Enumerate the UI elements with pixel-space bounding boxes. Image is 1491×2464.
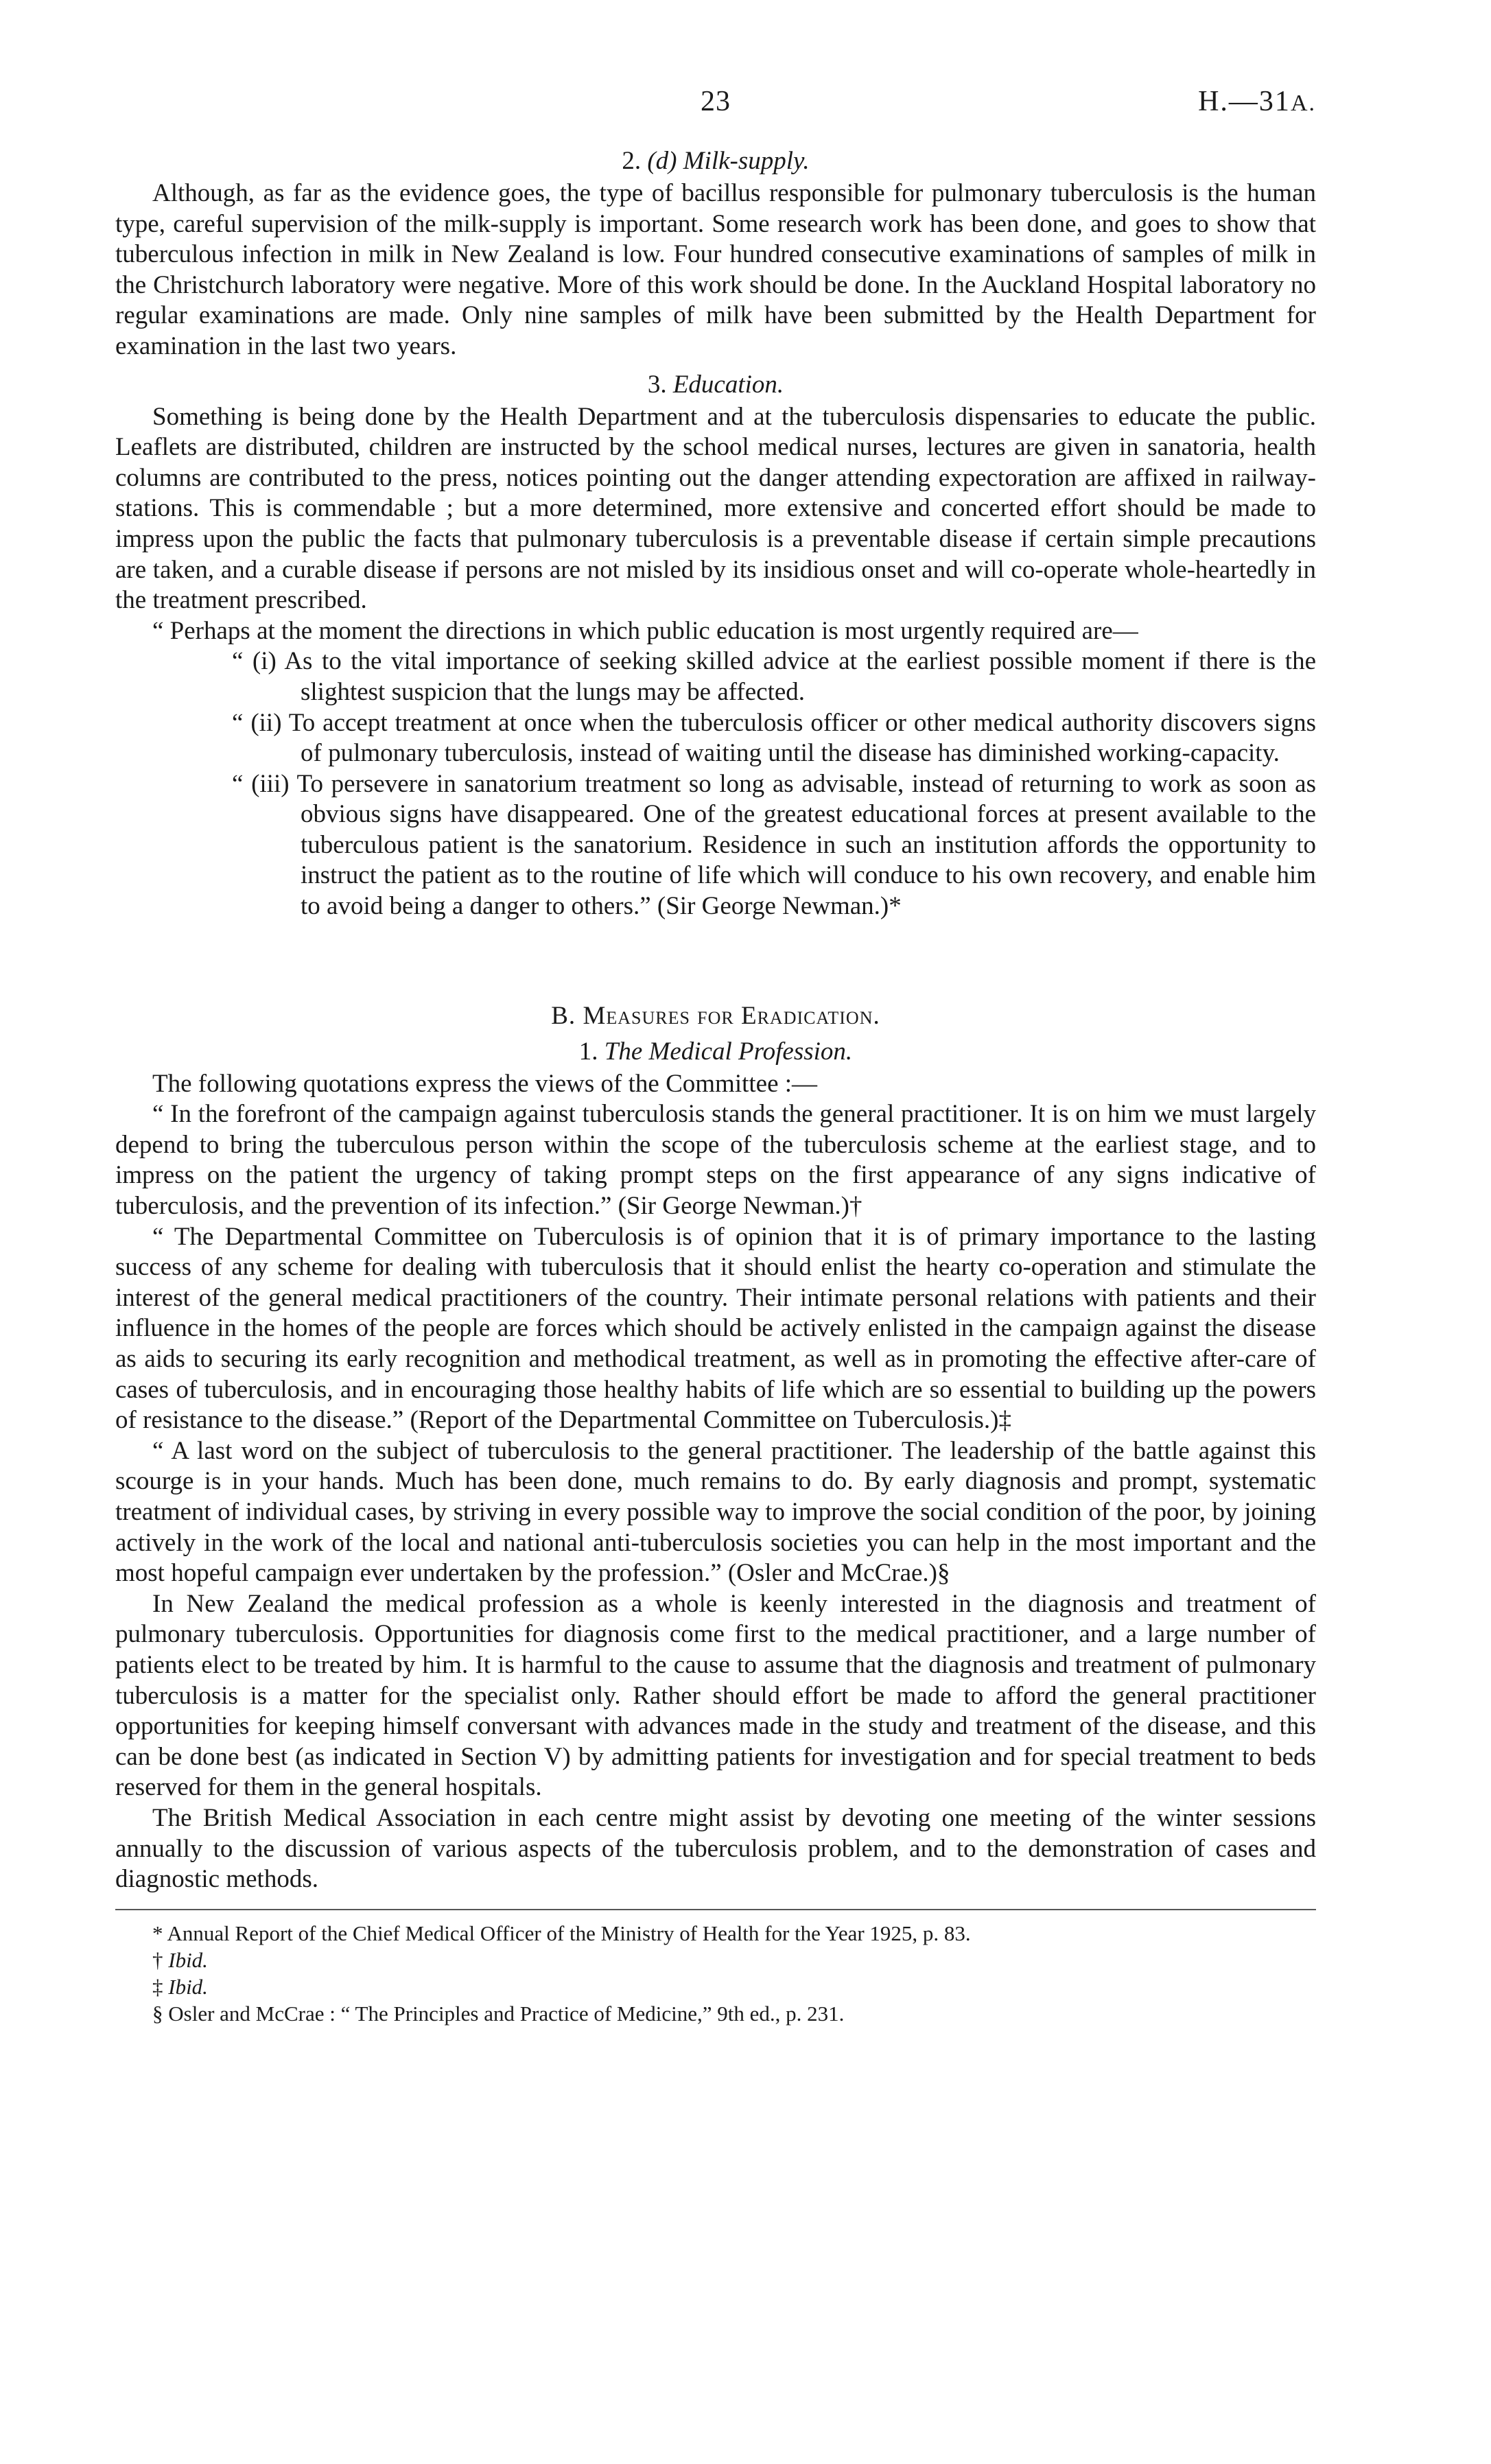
quote-item-ii: “ (ii) To accept treatment at once when the tuberculosis officer or other medical authority discovers signs of pulmonary tuberculosis, instead of waiting until the disease has diminished working-capacity. [232,708,1316,768]
milk-supply-heading [115,144,1316,178]
education-quote-intro: “ Perhaps at the moment the directions in which public education is most urgently required are— [152,616,1138,645]
footnote-4: § Osler and McCrae : “ The Principles and Practice of Medicine,” 9th ed., p. 231. [152,2001,845,2026]
footnote-2-mark: † [152,1947,163,1972]
eradication-heading-title: Measures for Eradication. [583,1001,880,1030]
osler-mccrae-quote-paragraph: “ A last word on the subject of tuberculosis to the general practitioner. The leadership of the battle against this scourge is in your hands. Much has been done, much remains to do. By early diagnosis and prompt, systematic treatment of individual cases, by striving in every possible way to improve the social condition of the poor, by joining actively in the work of the local and national anti-tuberculosis societies you can help in the most important and the most hopeful campaign ever undertaken by the profession.” (Osler and McCrae.)§ [115,1436,1316,1588]
departmental-committee-quote-paragraph: “ The Departmental Committee on Tuberculosis is of opinion that it is of primary importance to the lasting success of any scheme for dealing with tuberculosis that it should enlist the hearty co-operation and stimulate the interest of the general medical practitioners of the country. Their intimate personal relations with patients and their influence in the homes of the people are forces which should be actively enlisted in the campaign against the disease as aids to securing its early recognition and methodical treatment, as well as in promoting the effective after-care of cases of tuberculosis, and in encouraging those healthy habits of life which are so essential to building up the powers of resistance to the disease.” (Report of the Departmental Committee on Tuberculosis.)‡ [115,1222,1316,1435]
milk-heading-number: 2. [622,147,642,175]
document-reference [1198,86,1316,119]
page-number: 23 [701,86,731,117]
new-zealand-profession-paragraph: In New Zealand the medical profession as a whole is keenly interested in the diagnosis and treatment of pulmonary tuberculosis. Opportunities for diagnosis come first to the medical practitioner, and a large number of patients elect to be treated by him. It is harmful to the cause to assume that the diagnosis and treatment of pulmonary tuberculosis is a matter for the specialist only. Rather should effort be made to afford the general practitioner opportunities for keeping himself conversant with advances made in the study and treatment of the disease, and this can be done best (as indicated in Section V) by admitting patients for investigation and for special treatment to beds reserved for them in the general hospitals. [115,1589,1316,1802]
committee-views-intro: The following quotations express the views of the Committee :— [152,1069,818,1098]
medical-profession-heading-number: 1. [578,1037,598,1066]
footnote-3-mark: ‡ [152,1974,163,1999]
milk-heading-title: Milk-supply. [683,147,810,175]
footnote-1: * Annual Report of the Chief Medical Officer of the Ministry of Health for the Year 1925, p. 83. [152,1921,971,1945]
milk-heading-letter: (d) [647,147,677,175]
education-heading-title: Education. [672,370,784,399]
medical-profession-heading [115,1035,1316,1069]
eradication-heading-letter: B. [551,1001,576,1030]
footnote-divider [115,1909,1316,1910]
medical-profession-heading-title: The Medical Profession. [604,1037,853,1066]
education-paragraph: Something is being done by the Health Department and at the tuberculosis dispensaries to educate the public. Leaflets are distributed, children are instructed by the school medical nurses, lectures are given in sanatoria, health columns are contributed to the press, notices pointing out the danger attending expectoration are affixed in railway-stations. This is commendable ; but a more determined, more extensive and concerted effort should be made to impress upon the public the facts that pulmonary tuberculosis is a preventable disease if certain simple precautions are taken, and a curable disease if persons are not misled by its insidious onset and will co-operate whole-heartedly in the treatment prescribed. [115,402,1316,615]
footnote-2-text: Ibid. [168,1947,208,1972]
footnote-3-text: Ibid. [168,1974,208,1999]
eradication-heading [115,998,1316,1035]
newman-quote-paragraph: “ In the forefront of the campaign against tuberculosis stands the general practitioner. It is on him we must largely depend to bring the tuberculous person within the scope of the tuberculosis scheme at the earliest stage, and to impress on the patient the urgency of taking prompt steps on the first appearance of any signs indicative of tuberculosis, and the prevention of its infection.” (Sir George Newman.)† [115,1100,1316,1221]
footnotes [115,1920,1316,2027]
british-medical-association-paragraph: The British Medical Association in each centre might assist by devoting one meeting of the winter sessions annually to the discussion of various aspects of the tuberculosis problem, and to the demonstration of cases and diagnostic methods. [115,1803,1316,1894]
milk-supply-paragraph: Although, as far as the evidence goes, the type of bacillus responsible for pulmonary tuberculosis is the human type, careful supervision of the milk-supply is important. Some research work has been done, and goes to show that tuberculous infection in milk in New Zealand is low. Four hundred consecutive examinations of samples of milk in the Christchurch laboratory were negative. More of this work should be done. In the Auckland Hospital laboratory no regular examinations are made. Only nine samples of milk have been submitted by the Health Department for examination in the last two years. [115,179,1316,360]
education-heading [115,368,1316,402]
quote-item-i: “ (i) As to the vital importance of seeking skilled advice at the earliest possible moment if there is the slightest suspicion that the lungs may be affected. [232,647,1316,706]
quote-item-iii: “ (iii) To persevere in sanatorium treatment so long as advisable, instead of returning to work as soon as obvious signs have disappeared. One of the greatest educational forces at present available to the tuberculous patient is the sanatorium. Residence in such an institution affords the opportunity to instruct the patient as to the routine of life which will conduce to his own recovery, and enable him to avoid being a danger to others.” (Sir George Newman.)* [232,769,1316,921]
page-header [115,75,1316,144]
education-heading-number: 3. [647,370,667,399]
document-reference-suffix: A. [1290,91,1316,116]
document-page [115,75,1316,2027]
footnote-2 [152,1947,1316,1973]
document-reference-prefix: H.—31 [1198,86,1291,117]
footnote-3 [152,1973,1316,2000]
